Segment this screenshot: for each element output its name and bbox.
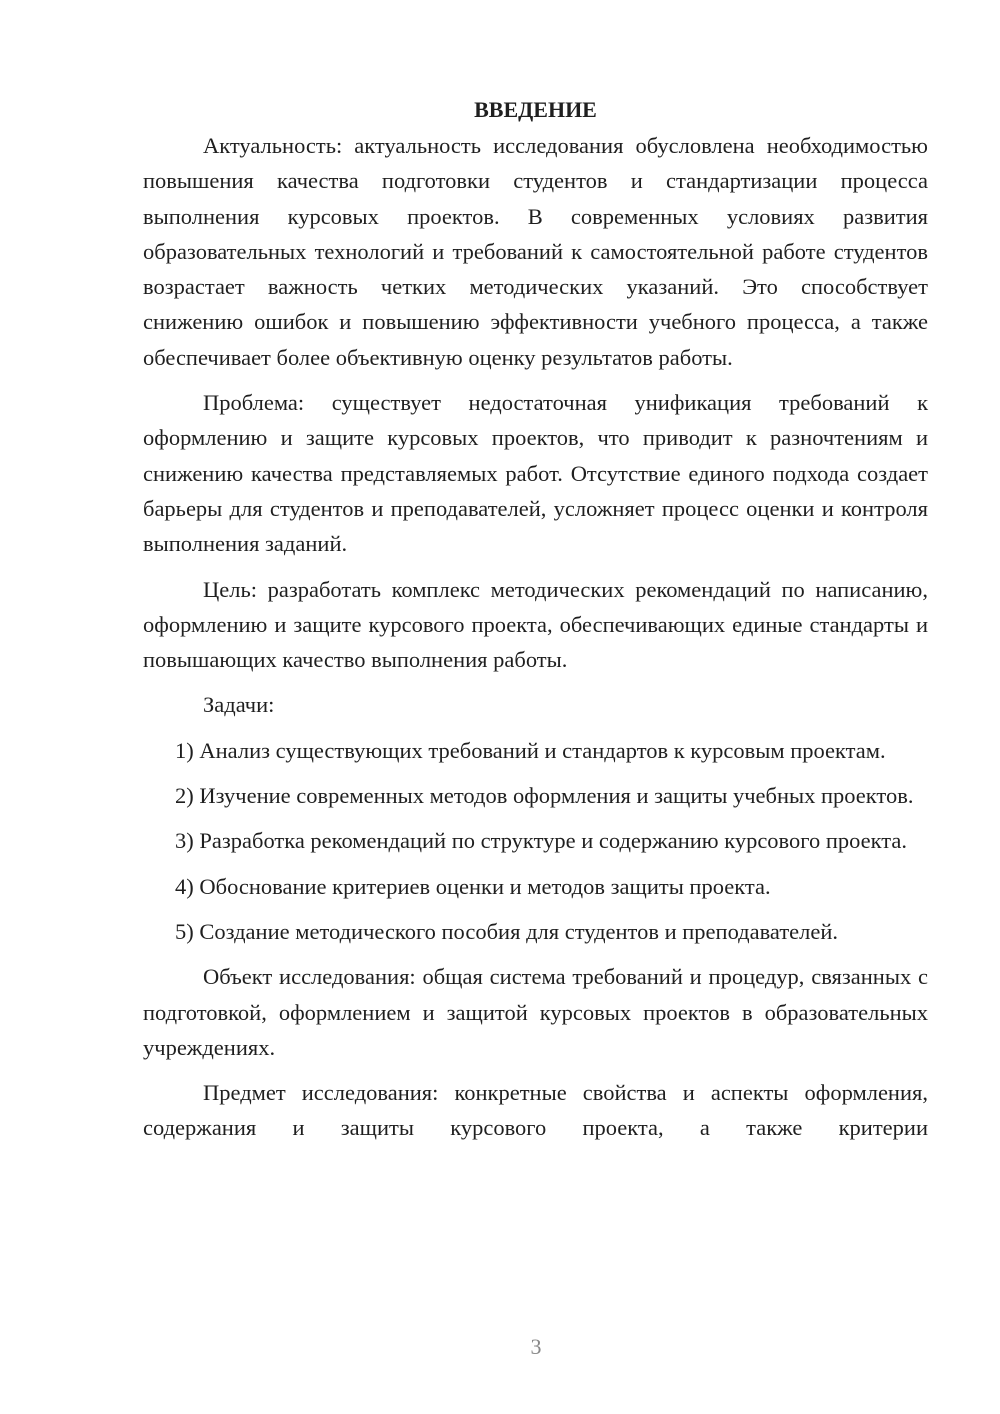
paragraph-goal: Цель: разработать комплекс методических рекомендаций по написанию, оформлению и защите курсового проекта, обеспечивающих единые стандарты и повышающих качество выполнения работы. [143, 576, 928, 673]
task-item-1: 1) Анализ существующих требований и стандартов к курсовым проектам. [175, 737, 886, 763]
section-title: ВВЕДЕНИЕ [474, 97, 597, 122]
paragraph-subject: Предмет исследования: конкретные свойства и аспекты оформления, содержания и защиты курсового проекта, а также критерии [143, 1080, 928, 1141]
task-item-3: 3) Разработка рекомендаций по структуре и содержанию курсового проекта. [175, 828, 907, 854]
tasks-heading: Задачи: [203, 692, 275, 718]
task-item-4: 4) Обоснование критериев оценки и методов защиты проекта. [175, 873, 771, 899]
page-number: 3 [530, 1334, 542, 1359]
task-item-5: 5) Создание методического пособия для студентов и преподавателей. [175, 918, 839, 944]
paragraph-problem: Проблема: существует недостаточная унификация требований к оформлению и защите курсовых проектов, что приводит к разночтениям и снижению качества представляемых работ. Отсутствие единого подхода создает барьеры для студентов и преподавателей, усложняет процесс оценки и контроля выполнения заданий. [143, 390, 928, 557]
task-item-2: 2) Изучение современных методов оформления и защиты учебных проектов. [175, 783, 914, 809]
page-body [143, 92, 928, 1156]
paragraph-object: Объект исследования: общая система требований и процедур, связанных с подготовкой, оформлением и защитой курсовых проектов в образовательных учреждениях. [143, 964, 928, 1060]
paragraph-relevance: Актуальность: актуальность исследования обусловлена необходимостью повышения качества подготовки студентов и стандартизации процесса выполнения курсовых проектов. В современных условиях развития образовательных технологий и требований к самостоятельной работе студентов возрастает важность четких методических указаний. Это способствует снижению ошибок и повышению эффективности учебного процесса, а также обеспечивает более объективную оценку результатов работы. [143, 133, 928, 370]
